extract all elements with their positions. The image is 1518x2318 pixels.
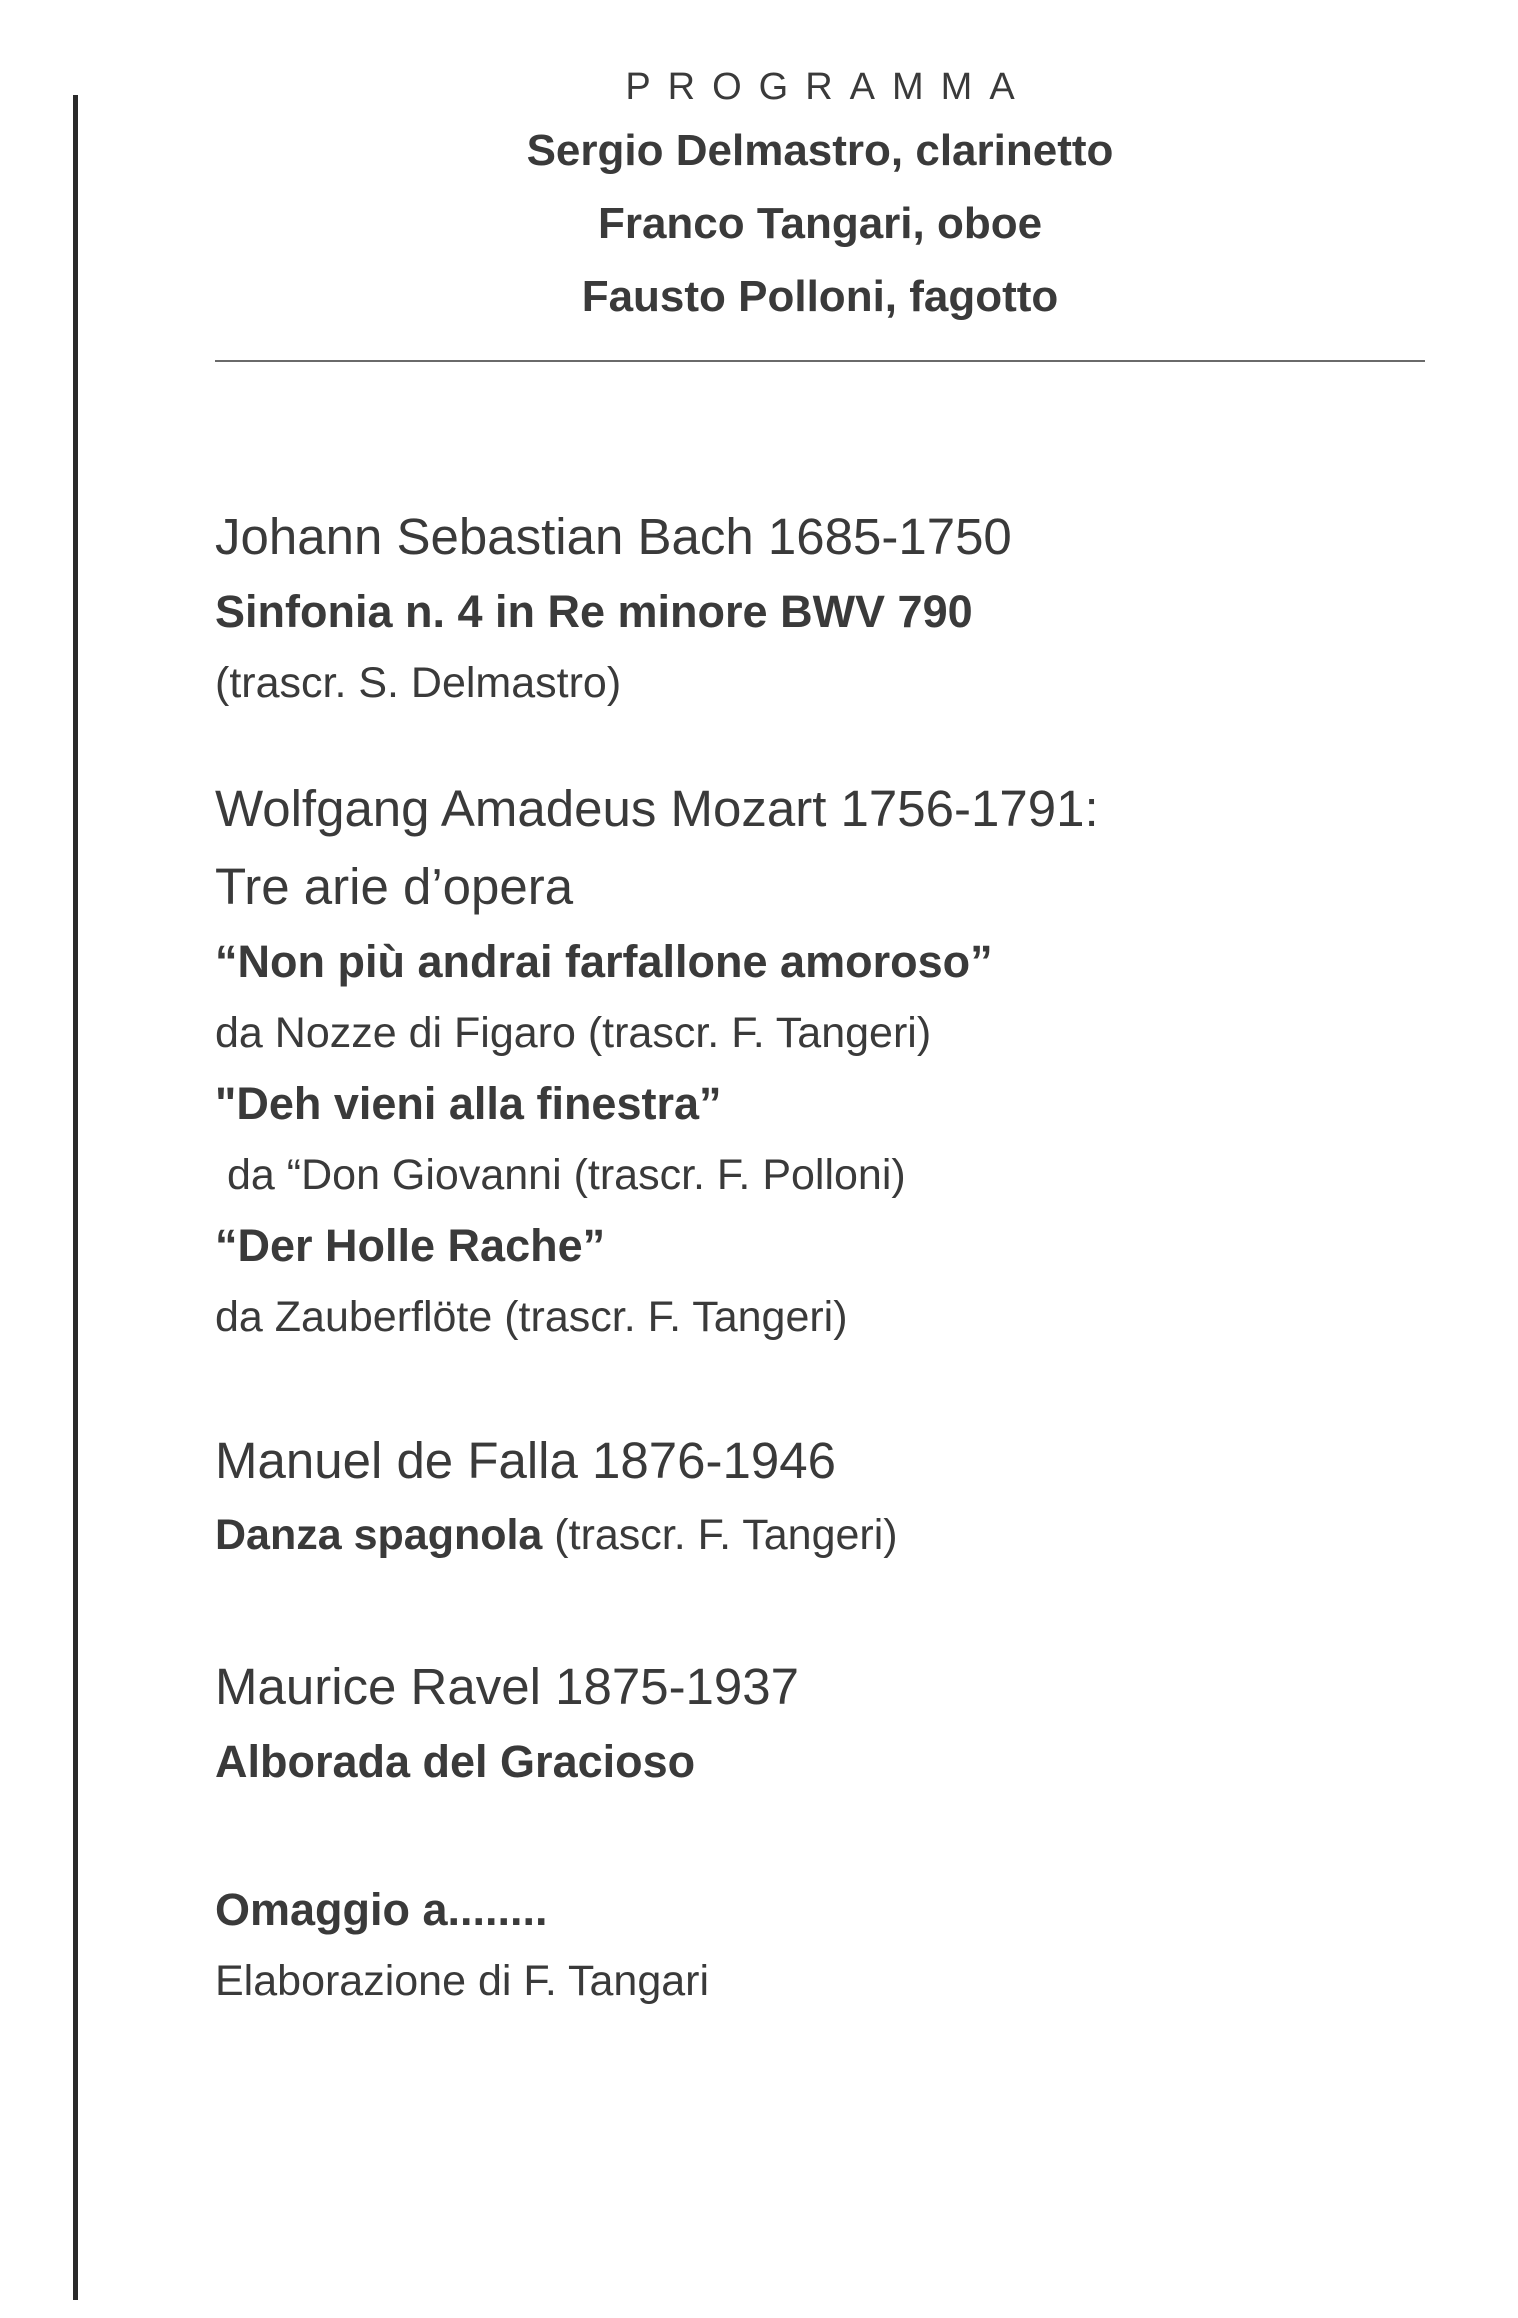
composer-name: Johann Sebastian Bach 1685-1750 xyxy=(215,508,1012,565)
left-margin-rule xyxy=(73,95,78,2300)
aria-title: “Non più andrai farfallone amoroso” xyxy=(215,936,993,987)
composer-name: Maurice Ravel 1875-1937 xyxy=(215,1658,800,1715)
work-group-title: Tre arie d’opera xyxy=(215,858,574,915)
work-title: Alborada del Gracioso xyxy=(215,1736,696,1787)
header-divider xyxy=(215,360,1425,362)
aria-note: da Zauberflöte (trascr. F. Tangeri) xyxy=(215,1293,848,1341)
composer-name: Manuel de Falla 1876-1946 xyxy=(215,1432,836,1489)
work-note: Elaborazione di F. Tangari xyxy=(215,1957,710,2005)
work-title: Sinfonia n. 4 in Re minore BWV 790 xyxy=(215,586,973,637)
work-title: Danza spagnola xyxy=(215,1511,543,1559)
program-item-omaggio xyxy=(215,1874,1415,2016)
performer-clarinet: Sergio Delmastro, clarinetto xyxy=(526,126,1114,175)
aria-note: da “Don Giovanni (trascr. F. Polloni) xyxy=(227,1151,906,1199)
performer-oboe: Franco Tangari, oboe xyxy=(597,199,1043,248)
aria-title: "Deh vieni alla finestra” xyxy=(215,1078,722,1129)
program-list xyxy=(215,498,1415,2016)
program-header xyxy=(215,60,1425,333)
program-item-bach xyxy=(215,498,1415,718)
performer-bassoon: Fausto Polloni, fagotto xyxy=(581,272,1059,321)
composer-name: Wolfgang Amadeus Mozart 1756-1791: xyxy=(215,780,1099,837)
aria-title: “Der Holle Rache” xyxy=(215,1220,606,1271)
program-item-mozart xyxy=(215,770,1415,1352)
work-title: Omaggio a........ xyxy=(215,1884,548,1935)
program-item-falla xyxy=(215,1422,1415,1570)
aria-note: da Nozze di Figaro (trascr. F. Tangeri) xyxy=(215,1009,932,1057)
work-line xyxy=(215,1500,1415,1570)
work-note: (trascr. F. Tangeri) xyxy=(542,1511,898,1559)
program-item-ravel xyxy=(215,1648,1415,1798)
work-note: (trascr. S. Delmastro) xyxy=(215,659,622,707)
page-title: PROGRAMMA xyxy=(625,66,1032,108)
